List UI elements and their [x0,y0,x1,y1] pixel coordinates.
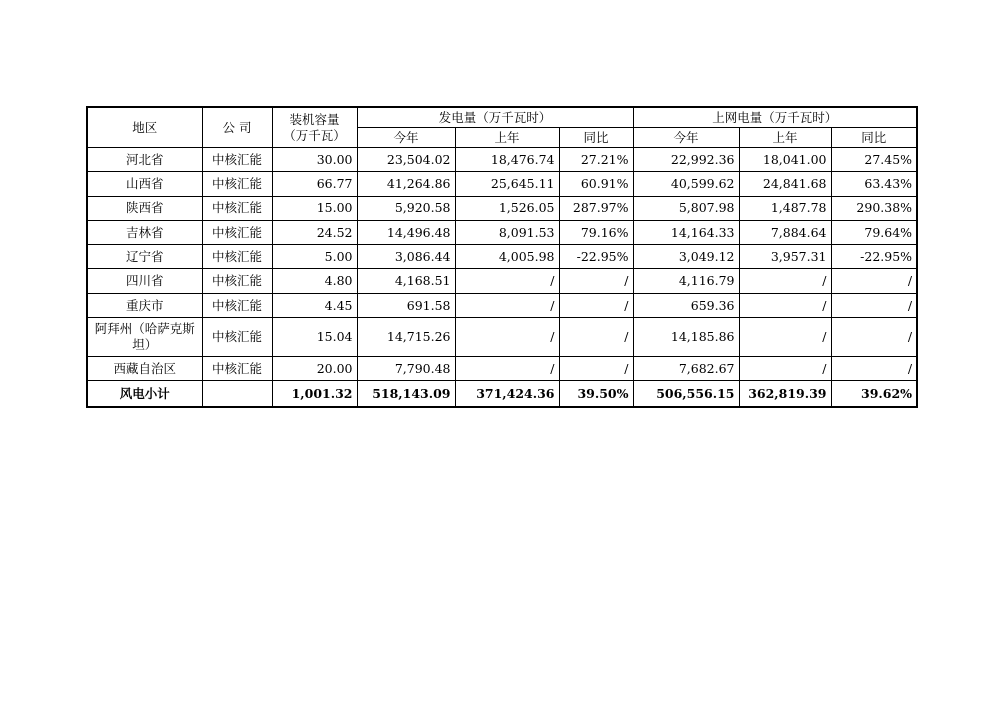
capacity-cell: 4.45 [272,293,357,317]
gen-last-year-cell: / [455,269,559,293]
grid-header: 上网电量（万千瓦时） [633,107,917,128]
gen-yoy-cell: / [559,318,633,357]
region-cell: 西藏自治区 [87,357,202,381]
capacity-cell: 20.00 [272,357,357,381]
grid-last-year-cell: / [739,318,831,357]
capacity-cell: 66.77 [272,172,357,196]
grid-this-year-cell: 7,682.67 [633,357,739,381]
gen-yoy-cell: 79.16% [559,220,633,244]
region-cell: 吉林省 [87,220,202,244]
grid-yoy-cell: 290.38% [831,196,917,220]
total-grid-last-year-cell: 362,819.39 [739,381,831,408]
capacity-header [272,107,357,148]
gen-last-year-cell: 4,005.98 [455,245,559,269]
total-gen-yoy-cell: 39.50% [559,381,633,408]
gen-this-year-cell: 41,264.86 [357,172,455,196]
total-grid-yoy-cell: 39.62% [831,381,917,408]
grid-last-year-cell: 24,841.68 [739,172,831,196]
gen-yoy-cell: / [559,293,633,317]
company-cell: 中核汇能 [202,148,272,172]
region-cell: 四川省 [87,269,202,293]
gen-yoy-header: 同比 [559,128,633,148]
capacity-cell: 15.00 [272,196,357,220]
grid-last-year-cell: 18,041.00 [739,148,831,172]
total-label: 风电小计 [87,381,202,408]
total-row [87,381,917,408]
total-gen-last-year-cell: 371,424.36 [455,381,559,408]
grid-yoy-cell: / [831,357,917,381]
company-header: 公 司 [202,107,272,148]
capacity-cell: 15.04 [272,318,357,357]
company-cell: 中核汇能 [202,269,272,293]
region-cell [87,318,202,357]
grid-yoy-cell: / [831,293,917,317]
grid-this-year-header: 今年 [633,128,739,148]
region-cell: 重庆市 [87,293,202,317]
table-row [87,148,917,172]
gen-this-year-cell: 691.58 [357,293,455,317]
grid-yoy-cell: / [831,269,917,293]
region-cell: 陕西省 [87,196,202,220]
grid-last-year-cell: / [739,269,831,293]
capacity-header-line1: 装机容量 [289,111,340,127]
grid-yoy-cell: -22.95% [831,245,917,269]
table-row [87,172,917,196]
capacity-cell: 24.52 [272,220,357,244]
region-cell: 河北省 [87,148,202,172]
gen-last-year-cell: 8,091.53 [455,220,559,244]
table-header [87,107,917,148]
grid-yoy-cell: / [831,318,917,357]
header-row-1 [87,107,917,128]
grid-this-year-cell: 22,992.36 [633,148,739,172]
company-cell: 中核汇能 [202,318,272,357]
total-gen-this-year-cell: 518,143.09 [357,381,455,408]
total-grid-this-year-cell: 506,556.15 [633,381,739,408]
table-body [87,148,917,408]
table-row [87,220,917,244]
gen-last-year-header: 上年 [455,128,559,148]
company-cell: 中核汇能 [202,245,272,269]
grid-last-year-header: 上年 [739,128,831,148]
grid-this-year-cell: 5,807.98 [633,196,739,220]
capacity-cell: 4.80 [272,269,357,293]
grid-yoy-cell: 63.43% [831,172,917,196]
gen-this-year-header: 今年 [357,128,455,148]
company-cell: 中核汇能 [202,172,272,196]
grid-this-year-cell: 3,049.12 [633,245,739,269]
region-cell: 辽宁省 [87,245,202,269]
gen-last-year-cell: / [455,357,559,381]
gen-yoy-cell: -22.95% [559,245,633,269]
region-cell-line2: 坦） [132,337,158,353]
region-header: 地区 [87,107,202,148]
grid-this-year-cell: 40,599.62 [633,172,739,196]
grid-this-year-cell: 14,185.86 [633,318,739,357]
table-row [87,318,917,357]
gen-yoy-cell: 287.97% [559,196,633,220]
total-capacity-cell: 1,001.32 [272,381,357,408]
grid-this-year-cell: 659.36 [633,293,739,317]
gen-this-year-cell: 3,086.44 [357,245,455,269]
total-company-cell [202,381,272,408]
region-cell: 山西省 [87,172,202,196]
gen-yoy-cell: / [559,357,633,381]
grid-last-year-cell: / [739,357,831,381]
grid-last-year-cell: 7,884.64 [739,220,831,244]
grid-this-year-cell: 4,116.79 [633,269,739,293]
gen-last-year-cell: 18,476.74 [455,148,559,172]
table-row [87,245,917,269]
gen-last-year-cell: / [455,293,559,317]
table-row [87,196,917,220]
gen-this-year-cell: 14,715.26 [357,318,455,357]
wind-power-table [86,106,918,408]
gen-this-year-cell: 7,790.48 [357,357,455,381]
company-cell: 中核汇能 [202,293,272,317]
gen-this-year-cell: 4,168.51 [357,269,455,293]
capacity-cell: 5.00 [272,245,357,269]
company-cell: 中核汇能 [202,220,272,244]
company-cell: 中核汇能 [202,357,272,381]
capacity-cell: 30.00 [272,148,357,172]
grid-last-year-cell: 1,487.78 [739,196,831,220]
gen-this-year-cell: 5,920.58 [357,196,455,220]
gen-last-year-cell: 1,526.05 [455,196,559,220]
gen-last-year-cell: 25,645.11 [455,172,559,196]
grid-last-year-cell: / [739,293,831,317]
gen-yoy-cell: 60.91% [559,172,633,196]
gen-yoy-cell: / [559,269,633,293]
grid-this-year-cell: 14,164.33 [633,220,739,244]
region-cell-line1: 阿拜州（哈萨克斯 [94,321,195,337]
grid-yoy-cell: 79.64% [831,220,917,244]
table-row [87,269,917,293]
grid-yoy-cell: 27.45% [831,148,917,172]
gen-this-year-cell: 23,504.02 [357,148,455,172]
capacity-header-line2: （万千瓦） [283,127,346,143]
gen-yoy-cell: 27.21% [559,148,633,172]
generation-header: 发电量（万千瓦时） [357,107,633,128]
table-row [87,293,917,317]
company-cell: 中核汇能 [202,196,272,220]
grid-yoy-header: 同比 [831,128,917,148]
grid-last-year-cell: 3,957.31 [739,245,831,269]
table-row [87,357,917,381]
gen-this-year-cell: 14,496.48 [357,220,455,244]
gen-last-year-cell: / [455,318,559,357]
